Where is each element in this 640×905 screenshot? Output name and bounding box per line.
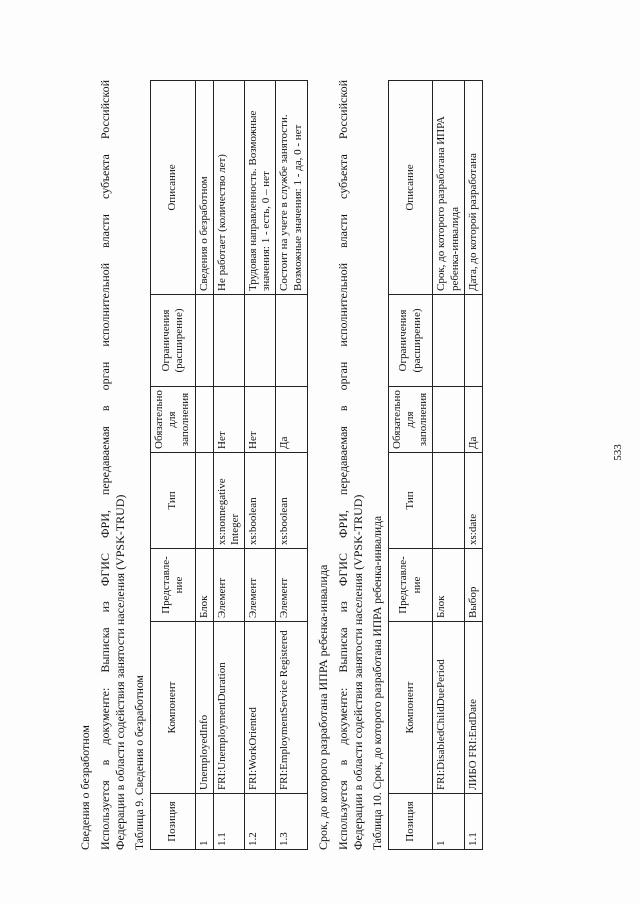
header-required: Обязательно для заполнения — [150, 387, 195, 453]
table-row — [276, 81, 307, 850]
table-10-caption: Таблица 10. Срок, до которого разработана ИПРА ребенка-инвалида — [372, 515, 385, 850]
section-gap — [308, 80, 316, 850]
cell-required: Нет — [245, 387, 276, 453]
table-header-row — [150, 81, 195, 850]
header-description: Описание — [150, 81, 195, 295]
cell-restrictions — [433, 295, 464, 387]
table-row — [213, 81, 244, 850]
header-position: Позиция — [150, 794, 195, 850]
table-row — [433, 81, 464, 850]
table-row — [245, 81, 276, 850]
cell-type — [433, 453, 464, 549]
cell-restrictions — [195, 295, 213, 387]
cell-representation: Выбор — [464, 549, 482, 622]
header-required: Обязательно для заполнения — [388, 387, 433, 453]
cell-required: Нет — [213, 387, 244, 453]
cell-restrictions — [276, 295, 307, 387]
header-representation: Представле-ние — [388, 549, 433, 622]
cell-restrictions — [245, 295, 276, 387]
cell-type: xs:boolean — [245, 453, 276, 549]
cell-description: Не работает (количество лет) — [213, 81, 244, 295]
cell-representation: Элемент — [213, 549, 244, 622]
cell-restrictions — [464, 295, 482, 387]
cell-representation: Элемент — [276, 549, 307, 622]
page-content — [78, 80, 483, 850]
header-component: Компонент — [388, 622, 433, 794]
table-10-ipra-due-period — [388, 80, 483, 850]
cell-description: Сведения о безработном — [195, 81, 213, 295]
section-1-usage-line-2: Федерации в области содействия занятости населения (VPSK-TRUD) — [112, 494, 127, 850]
cell-required: Да — [464, 387, 482, 453]
cell-description: Состоит на учете в службе занятости. Возможные значения: 1 - да, 0 - нет — [276, 81, 307, 295]
cell-position: 1.1 — [213, 794, 244, 850]
cell-required — [433, 387, 464, 453]
cell-description: Дата, до которой разработана — [464, 81, 482, 295]
table-row — [195, 81, 213, 850]
cell-type: xs:nonnegative Integer — [213, 453, 244, 549]
section-1-usage-line-1: Используется в документе: Выписка из ФГИС ФРИ, передаваемая в орган исполнительной власти субъекта Российской — [98, 80, 113, 850]
cell-component: FRI:DisabledChildDuePeriod — [433, 622, 464, 794]
header-restrictions: Ограничения (расширение) — [150, 295, 195, 387]
table-header-row — [388, 81, 433, 850]
header-position: Позиция — [388, 794, 433, 850]
cell-component: FRI:UnemploymentDuration — [213, 622, 244, 794]
cell-type — [195, 453, 213, 549]
cell-component: UnemployedInfo — [195, 622, 213, 794]
cell-position: 1.3 — [276, 794, 307, 850]
cell-description: Трудовая направленность. Возможные значения: 1 - есть, 0 – нет — [245, 81, 276, 295]
table-row — [464, 81, 482, 850]
section-1-title: Сведения о безработном — [78, 724, 92, 850]
cell-position: 1 — [433, 794, 464, 850]
header-restrictions: Ограничения (расширение) — [388, 295, 433, 387]
section-2-title: Срок, до которого разработана ИПРА ребенка-инвалида — [315, 564, 330, 850]
cell-position: 1.2 — [245, 794, 276, 850]
header-type: Тип — [388, 453, 433, 549]
cell-representation: Блок — [195, 549, 213, 622]
header-description: Описание — [388, 81, 433, 295]
cell-description: Срок, до которого разработана ИПРА ребенка-инвалида — [433, 81, 464, 295]
cell-required: Да — [276, 387, 307, 453]
cell-component: FRI:WorkOriented — [245, 622, 276, 794]
cell-position: 1.1 — [464, 794, 482, 850]
cell-component: ЛИБО FRI:EndDate — [464, 622, 482, 794]
section-2-usage-line-1: Используется в документе: Выписка из ФГИС ФРИ, передаваемая в орган исполнительной власти субъекта Российской — [336, 80, 351, 850]
cell-representation: Элемент — [245, 549, 276, 622]
header-type: Тип — [150, 453, 195, 549]
cell-restrictions — [213, 295, 244, 387]
page-number: 533 — [612, 444, 624, 461]
cell-required — [195, 387, 213, 453]
table-9-caption: Таблица 9. Сведения о безработном — [134, 675, 147, 850]
header-component: Компонент — [150, 622, 195, 794]
table-9-unemployed-info — [150, 80, 308, 850]
header-representation: Представле-ние — [150, 549, 195, 622]
cell-component: FRI:EmploymentService Registered — [276, 622, 307, 794]
section-2-usage-line-2: Федерации в области содействия занятости населения (VPSK-TRUD) — [350, 494, 365, 850]
cell-type: xs:boolean — [276, 453, 307, 549]
cell-representation: Блок — [433, 549, 464, 622]
cell-type: xs:date — [464, 453, 482, 549]
cell-position: 1 — [195, 794, 213, 850]
